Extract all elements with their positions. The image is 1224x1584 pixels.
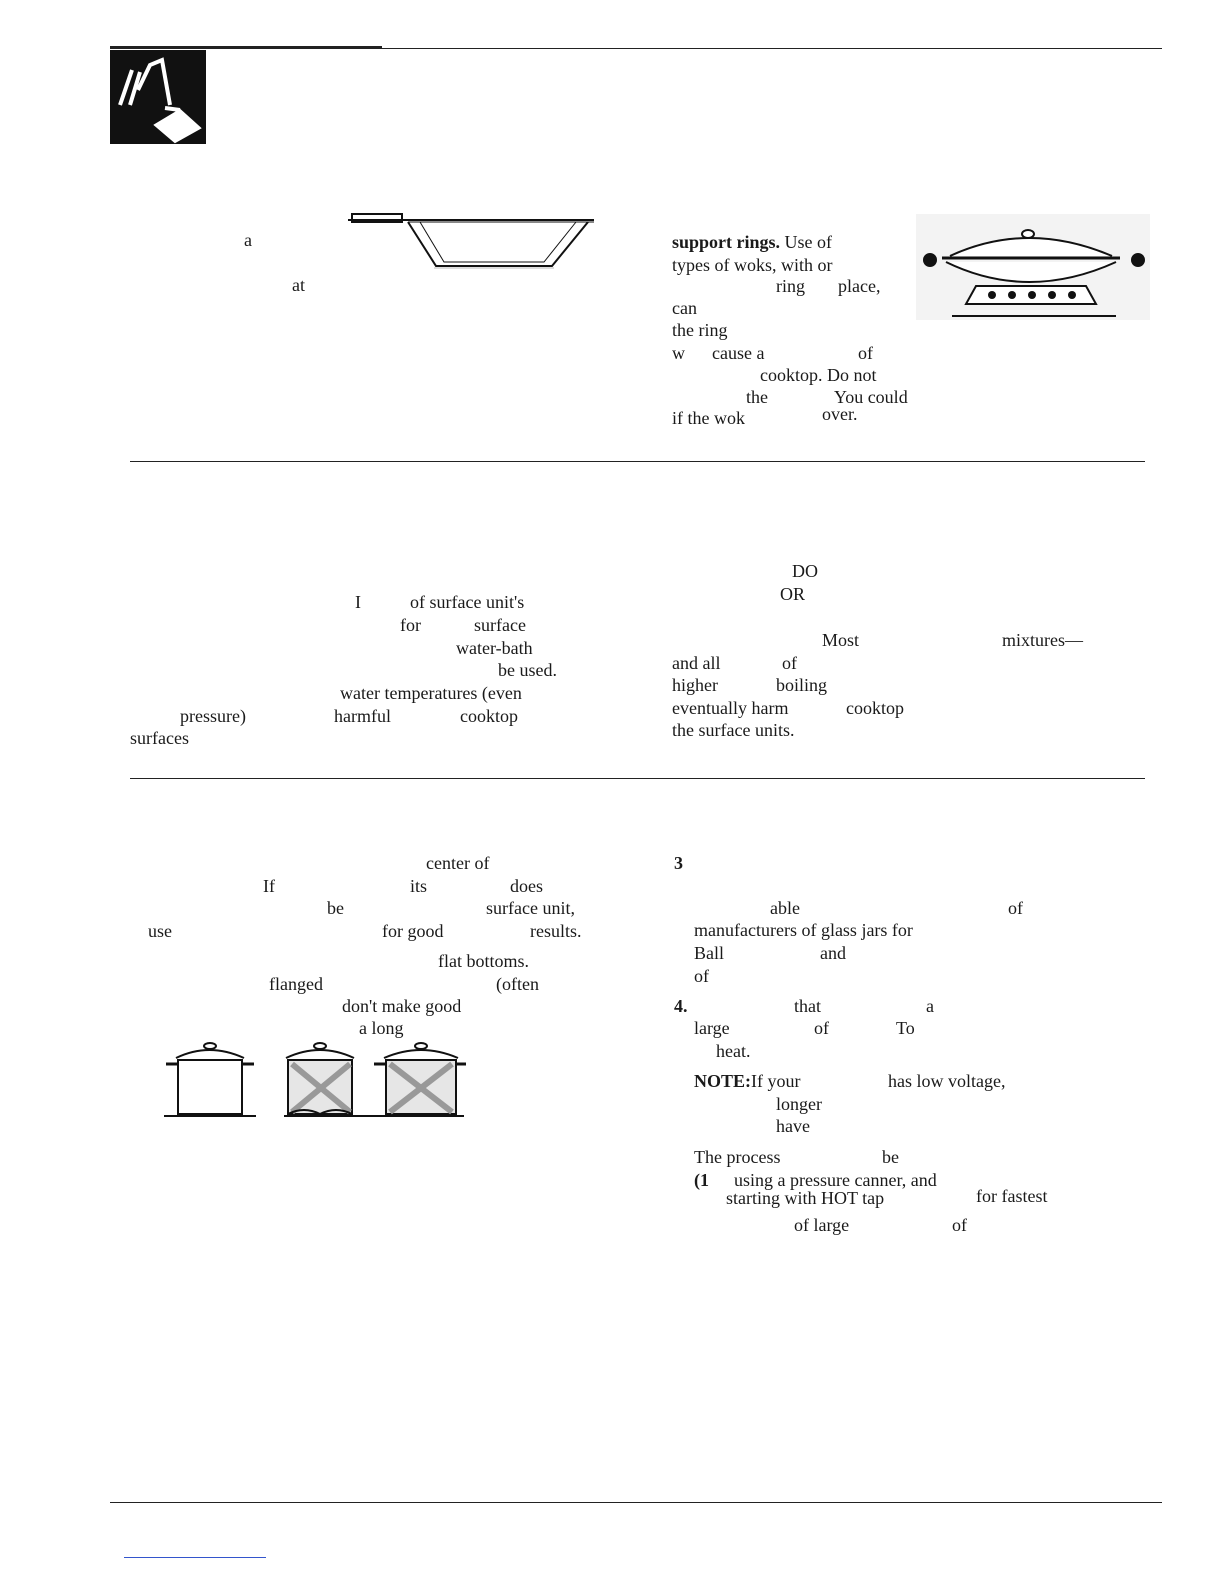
upper-right-line-8a: the [746, 387, 768, 407]
lower-right-manuf: manufacturers of glass jars for [694, 920, 913, 940]
middle-right-or: OR [780, 584, 806, 604]
middle-left-l1a: I [355, 592, 361, 612]
wok-on-ring-illustration [916, 214, 1150, 320]
middle-left-l4: be used. [498, 660, 557, 680]
middle-left-l6a: pressure) [180, 706, 246, 726]
middle-left-l3: water-bath [456, 638, 533, 658]
lower-right-of4: of [952, 1215, 967, 1235]
lower-right-have: have [776, 1116, 810, 1136]
lower-right-n3: 3 [674, 853, 683, 873]
lower-right-able: able [770, 898, 800, 918]
lower-right-heat: heat. [716, 1041, 751, 1061]
footer-rule [110, 1502, 1162, 1503]
lower-right-n4: 4. [674, 996, 688, 1016]
lower-left-l4a: use [148, 921, 172, 941]
lower-right-note-voltage: has low voltage, [888, 1071, 1006, 1091]
upper-left-fragment-a: a [244, 230, 252, 250]
upper-right-line-2: types of woks, with or [672, 255, 833, 275]
lower-left-l2c: does [510, 876, 543, 896]
lower-left-l8: a long [359, 1018, 404, 1038]
upper-right-line-6a: w [672, 343, 685, 363]
middle-left-l5: water temperatures (even [340, 683, 522, 703]
lower-right-a: a [926, 996, 934, 1016]
lower-left-l4b: for good [382, 921, 444, 941]
lower-right-to: To [896, 1018, 915, 1038]
header-rule-thick [110, 46, 382, 49]
middle-left-l2a: for [400, 615, 421, 635]
lower-right-process: The process [694, 1147, 781, 1167]
lower-right-ball: Ball [694, 943, 724, 963]
lower-left-l1: center of [426, 853, 490, 873]
middle-right-higher: higher [672, 675, 718, 695]
lower-left-l6b: (often [496, 974, 539, 994]
lower-left-l4c: results. [530, 921, 582, 941]
middle-left-l2b: surface [474, 615, 526, 635]
middle-right-mixtures: mixtures— [1002, 630, 1083, 650]
lower-right-that: that [794, 996, 821, 1016]
lower-left-l3b: surface unit, [486, 898, 575, 918]
skillet-illustration [348, 208, 596, 272]
lower-right-starting: starting with HOT tap [726, 1188, 885, 1208]
middle-right-eventually: eventually harm [672, 698, 789, 718]
lower-right-be: be [882, 1147, 899, 1167]
upper-right-line-1: support rings. Use of [672, 232, 833, 252]
lower-left-l5: flat bottoms. [438, 951, 529, 971]
oversized-pot-icon [374, 1043, 466, 1114]
lower-right-note: NOTE:If your [694, 1071, 801, 1091]
upper-right-line-9b: over. [822, 404, 858, 424]
middle-right-units: the surface units. [672, 720, 795, 740]
pots-illustration [164, 1036, 468, 1122]
middle-right-most: Most [822, 630, 860, 650]
lower-right-of1: of [1008, 898, 1023, 918]
hand-touch-icon [110, 50, 206, 144]
upper-right-line-7: cooktop. Do not [760, 365, 877, 385]
upper-right-line-4: can [672, 298, 697, 318]
upper-right-line-6c: of [858, 343, 873, 363]
lower-left-l2a: If [263, 876, 275, 896]
upper-right-line-9a: if the wok [672, 408, 745, 428]
upper-left-fragment-at: at [292, 275, 305, 295]
lower-left-l7: don't make good [342, 996, 462, 1016]
lower-right-n1: (1 [694, 1170, 709, 1190]
middle-left-l7: surfaces [130, 728, 189, 748]
upper-right-line-6b: cause a [712, 343, 765, 363]
footer-link-underline[interactable] [124, 1557, 266, 1558]
middle-left-l6b: harmful [334, 706, 391, 726]
middle-right-cooktop: cooktop [846, 698, 904, 718]
lower-left-l3a: be [327, 898, 344, 918]
upper-right-line-8b: You could [834, 387, 908, 407]
lower-left-l2b: its [410, 876, 428, 896]
lower-right-of2: of [694, 966, 709, 986]
middle-left-l1b: of surface unit's [410, 592, 525, 612]
middle-right-boiling: boiling [776, 675, 828, 695]
middle-right-do: DO [792, 561, 818, 581]
lower-right-large: large [694, 1018, 730, 1038]
lower-right-using: using a pressure canner, and [734, 1170, 937, 1190]
lower-left-l6a: flanged [269, 974, 323, 994]
middle-left-l6c: cooktop [460, 706, 518, 726]
flat-pot-icon [164, 1043, 256, 1116]
lower-right-fastest: for fastest [976, 1186, 1048, 1206]
lower-right-longer: longer [776, 1094, 822, 1114]
lower-right-oflarge: of large [794, 1215, 850, 1235]
upper-right-line-3a: ring [776, 276, 805, 296]
upper-right-line-3b: place, [838, 276, 881, 296]
lower-right-and: and [820, 943, 846, 963]
lower-right-of3: of [814, 1018, 829, 1038]
section-divider-2 [130, 778, 1145, 779]
section-divider-1 [130, 461, 1145, 462]
middle-right-of: of [782, 653, 797, 673]
upper-right-line-5: the ring [672, 320, 728, 340]
middle-right-andall: and all [672, 653, 721, 673]
